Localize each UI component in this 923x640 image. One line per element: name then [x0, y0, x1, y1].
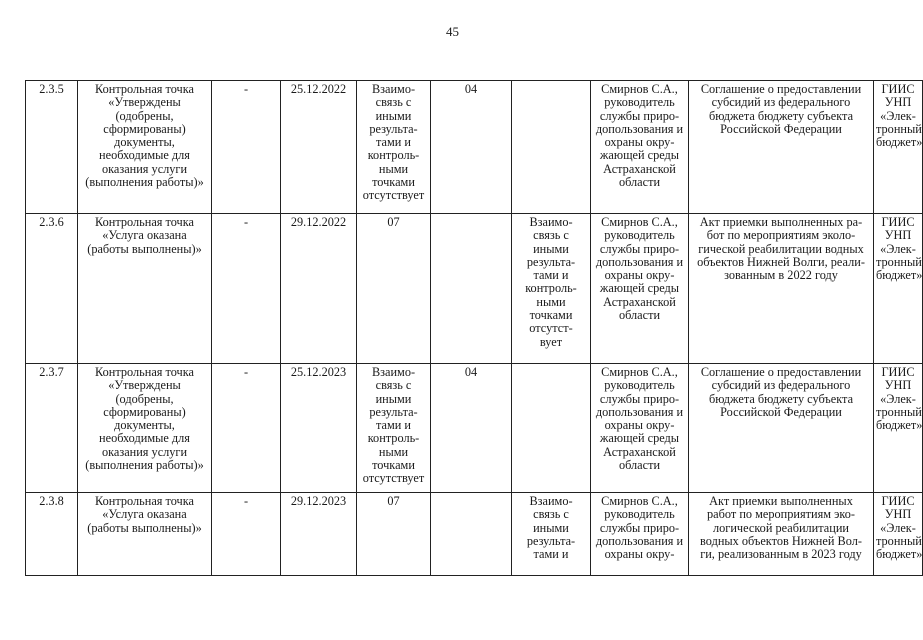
link-prev: Взаимо- связь с иными результа- тами и контроль- ными точками отсутствует	[357, 81, 431, 214]
row-number: 2.3.8	[26, 493, 78, 576]
link-next	[512, 364, 591, 493]
table-row	[26, 81, 923, 214]
information-system: ГИИС УНП «Элек- тронный бюджет»	[874, 364, 923, 493]
point-type: 04	[431, 81, 512, 214]
control-point-name: Контрольная точка «Услуга оказана (работы выполнены)»	[78, 214, 212, 364]
start-date: -	[212, 81, 281, 214]
responsible-person: Смирнов С.А., руководитель службы приро- допользования и охраны окру- жающей среды Астраханской области	[591, 364, 689, 493]
end-date: 25.12.2022	[281, 81, 357, 214]
end-date: 25.12.2023	[281, 364, 357, 493]
information-system: ГИИС УНП «Элек- тронный бюджет»	[874, 81, 923, 214]
row-number: 2.3.7	[26, 364, 78, 493]
end-date: 29.12.2022	[281, 214, 357, 364]
link-prev: 07	[357, 214, 431, 364]
start-date: -	[212, 493, 281, 576]
confirming-document: Соглашение о предоставлении субсидий из федерального бюджета бюджету субъекта Российской Федерации	[689, 81, 874, 214]
end-date: 29.12.2023	[281, 493, 357, 576]
table-row	[26, 493, 923, 576]
table-row	[26, 364, 923, 493]
control-points-table	[25, 80, 923, 576]
confirming-document: Соглашение о предоставлении субсидий из федерального бюджета бюджету субъекта Российской Федерации	[689, 364, 874, 493]
link-next: Взаимо- связь с иными результа- тами и контроль- ными точками отсутст- вует	[512, 214, 591, 364]
point-type	[431, 493, 512, 576]
control-point-name: Контрольная точка «Утверждены (одобрены, сформированы) документы, необходимые для оказания услуги (выполнения работы)»	[78, 81, 212, 214]
page-number: 45	[446, 24, 459, 39]
information-system: ГИИС УНП «Элек- тронный бюджет»	[874, 493, 923, 576]
row-number: 2.3.6	[26, 214, 78, 364]
point-type: 04	[431, 364, 512, 493]
control-point-name: Контрольная точка «Утверждены (одобрены, сформированы) документы, необходимые для оказания услуги (выполнения работы)»	[78, 364, 212, 493]
start-date: -	[212, 214, 281, 364]
link-next	[512, 81, 591, 214]
confirming-document: Акт приемки выполненных работ по мероприятиям эко- логической реабилитации водных объектов Нижней Вол- ги, реализованным в 2023 году	[689, 493, 874, 576]
link-next: Взаимо- связь с иными результа- тами и	[512, 493, 591, 576]
point-type	[431, 214, 512, 364]
control-point-name: Контрольная точка «Услуга оказана (работы выполнены)»	[78, 493, 212, 576]
confirming-document: Акт приемки выполненных ра- бот по мероприятиям эколо- гической реабилитации водных объектов Нижней Волги, реали- зованным в 2022 году	[689, 214, 874, 364]
row-number: 2.3.5	[26, 81, 78, 214]
information-system: ГИИС УНП «Элек- тронный бюджет»	[874, 214, 923, 364]
table-row	[26, 214, 923, 364]
link-prev: Взаимо- связь с иными результа- тами и контроль- ными точками отсутствует	[357, 364, 431, 493]
responsible-person: Смирнов С.А., руководитель службы приро- допользования и охраны окру- жающей среды Астраханской области	[591, 214, 689, 364]
responsible-person: Смирнов С.А., руководитель службы приро- допользования и охраны окру- жающей среды Астраханской области	[591, 81, 689, 214]
responsible-person: Смирнов С.А., руководитель службы приро- допользования и охраны окру-	[591, 493, 689, 576]
start-date: -	[212, 364, 281, 493]
link-prev: 07	[357, 493, 431, 576]
